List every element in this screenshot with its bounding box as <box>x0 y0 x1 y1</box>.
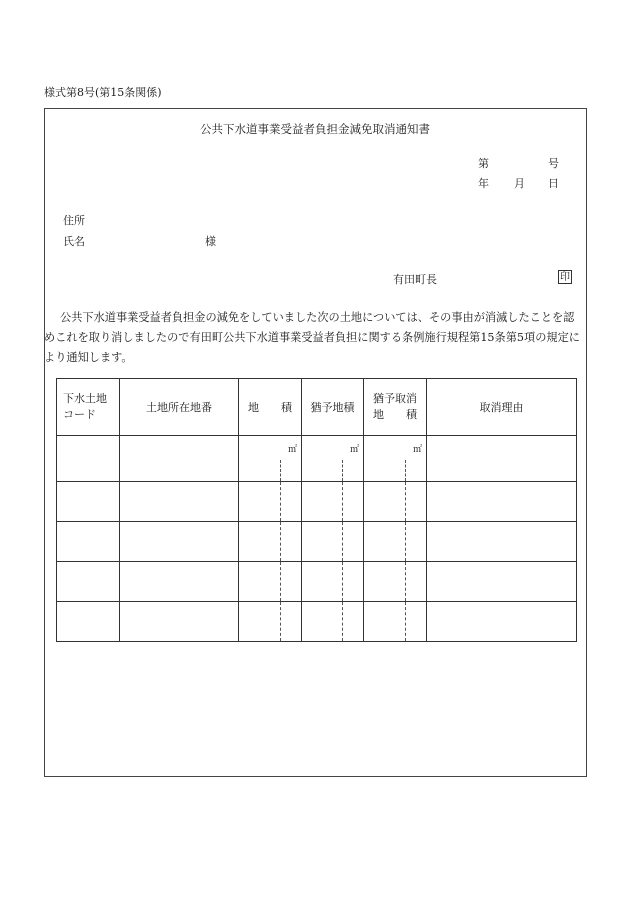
header-cancel-area-line2: 地 積 <box>373 408 417 421</box>
dash-line <box>405 482 406 521</box>
cell-deferred-area <box>302 522 364 562</box>
cell-area <box>239 482 302 522</box>
cell-location <box>120 522 239 562</box>
notice-body <box>44 308 584 368</box>
cell-code <box>57 482 120 522</box>
cell-location <box>120 602 239 642</box>
table-row <box>57 436 577 482</box>
cell-cancel-area <box>364 522 427 562</box>
cell-cancel-area <box>364 436 427 482</box>
cell-reason <box>427 562 577 602</box>
cell-cancel-area <box>364 562 427 602</box>
name-label: 氏名 <box>63 235 85 248</box>
cell-cancel-area <box>364 482 427 522</box>
dash-line <box>342 522 343 561</box>
cell-code <box>57 562 120 602</box>
dash-line <box>280 602 281 641</box>
cell-area <box>239 436 302 482</box>
table-row <box>57 482 577 522</box>
dash-line <box>280 482 281 521</box>
dash-line <box>342 460 343 481</box>
doc-number-prefix: 第 <box>478 157 489 170</box>
cell-deferred-area <box>302 562 364 602</box>
header-deferred-area: 猶予地積 <box>302 379 364 436</box>
dash-line <box>405 522 406 561</box>
doc-number-suffix: 号 <box>548 157 559 170</box>
header-code-line2: コード <box>63 408 96 421</box>
unit-label: ㎡ <box>412 445 422 455</box>
seal-mark: 印 <box>560 272 570 283</box>
dash-line <box>405 562 406 601</box>
cell-reason <box>427 436 577 482</box>
cell-code <box>57 522 120 562</box>
header-cancel-area <box>364 379 427 436</box>
dash-line <box>405 602 406 641</box>
dash-line <box>342 482 343 521</box>
cell-code <box>57 436 120 482</box>
cell-reason <box>427 602 577 642</box>
date-day: 日 <box>548 177 559 190</box>
land-table <box>56 378 577 642</box>
cell-cancel-area <box>364 602 427 642</box>
cell-area <box>239 602 302 642</box>
cell-reason <box>427 522 577 562</box>
header-code-line1: 下水土地 <box>63 392 107 405</box>
header-area: 地 積 <box>239 379 302 436</box>
cell-deferred-area <box>302 482 364 522</box>
notice-body-text: 公共下水道事業受益者負担金の減免をしていました次の土地については、その事由が消滅したことを認めこれを取り消しましたので有田町公共下水道事業受益者負担に関する条例施行規程第15条第5項の規定により通知します。 <box>44 311 580 364</box>
unit-label: ㎡ <box>287 445 297 455</box>
header-cancel-area-line1: 猶予取消 <box>373 392 417 405</box>
date-year: 年 <box>478 177 489 190</box>
dash-line <box>342 562 343 601</box>
document-title: 公共下水道事業受益者負担金減免取消通知書 <box>200 122 430 136</box>
cell-area <box>239 562 302 602</box>
dash-line <box>280 562 281 601</box>
unit-label: ㎡ <box>349 445 359 455</box>
form-number: 様式第8号(第15条関係) <box>44 86 162 99</box>
cell-deferred-area <box>302 602 364 642</box>
cell-reason <box>427 482 577 522</box>
header-location: 土地所在地番 <box>120 379 239 436</box>
date-month: 月 <box>514 177 525 190</box>
header-reason: 取消理由 <box>427 379 577 436</box>
dash-line <box>342 602 343 641</box>
address-label: 住所 <box>63 214 85 227</box>
cell-deferred-area <box>302 436 364 482</box>
table-row <box>57 522 577 562</box>
dash-line <box>280 522 281 561</box>
header-code <box>57 379 120 436</box>
table-row <box>57 562 577 602</box>
cell-location <box>120 436 239 482</box>
cell-location <box>120 562 239 602</box>
cell-area <box>239 522 302 562</box>
dash-line <box>280 460 281 481</box>
dash-line <box>405 460 406 481</box>
issuer-name: 有田町長 <box>393 273 437 286</box>
cell-code <box>57 602 120 642</box>
table-row <box>57 602 577 642</box>
cell-location <box>120 482 239 522</box>
honorific: 様 <box>205 235 216 248</box>
table-header-row <box>57 379 577 436</box>
